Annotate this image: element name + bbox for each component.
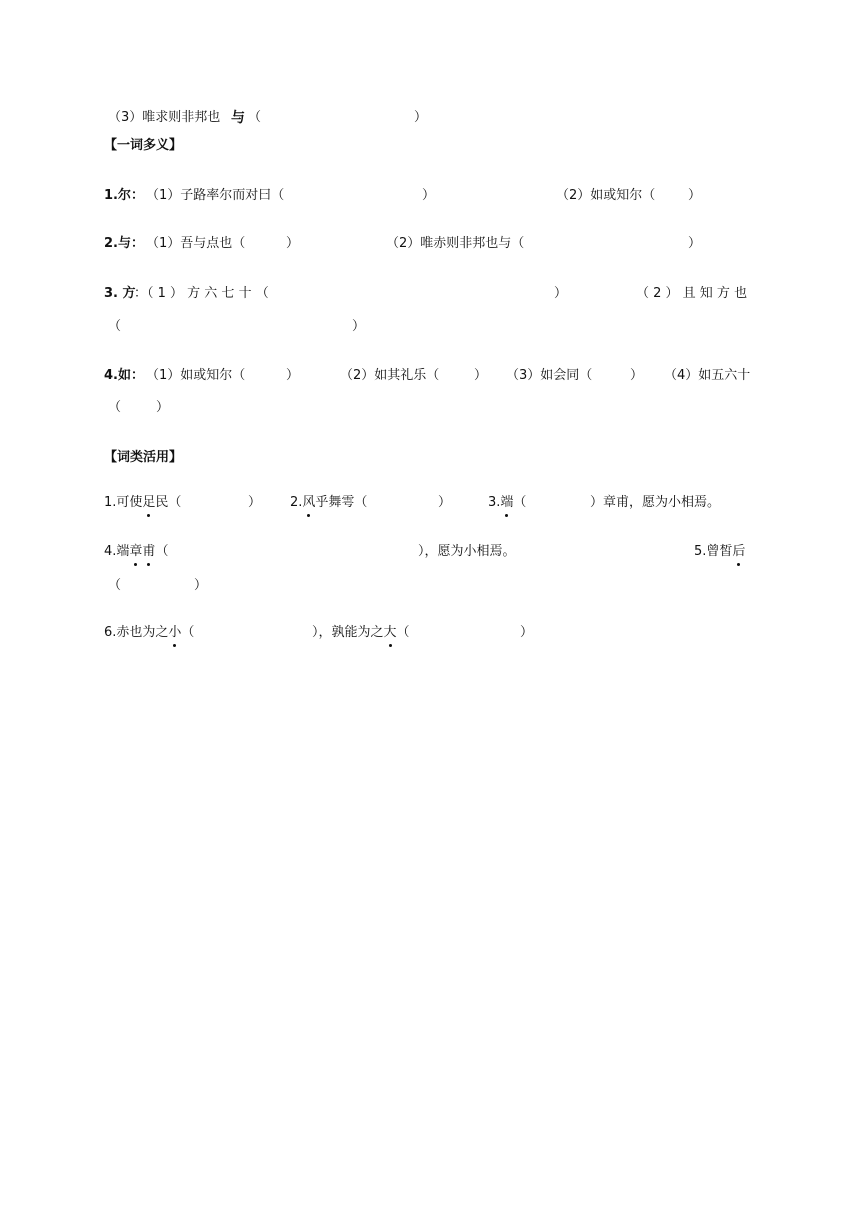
q4-number: 4.如：	[104, 368, 144, 383]
q2-part-a-close: ）	[286, 236, 300, 251]
wc-item-1-post: 民（	[155, 495, 182, 510]
q2-number: 2.与：	[104, 236, 144, 251]
item-3-paren-close: ）	[414, 110, 428, 125]
q1-part-b-close: ）	[688, 188, 702, 203]
wc-item-1-close: ）	[248, 495, 262, 510]
item-3-bold-char: 与	[231, 110, 245, 126]
q2-part-b: （2）唯赤则非邦也与（	[386, 236, 525, 251]
wc-item-4-close: ），愿为小相焉。	[418, 544, 516, 559]
q4-part-a-close: ）	[286, 368, 300, 383]
wc-item-5-pre: 5.曾皙	[694, 544, 733, 559]
q3-part-a-close: ）	[554, 286, 568, 301]
q4-part-d-close: ）	[156, 400, 170, 415]
q3-part-b: （ 2 ） 且 知 方 也	[636, 286, 748, 301]
wc-item-4-dotted-1: 章	[129, 542, 142, 562]
wc-item-1-pre: 1.可使	[104, 495, 143, 510]
wc-item-5-open: （	[108, 578, 122, 593]
wc-item-2	[290, 493, 367, 513]
q4-part-d: （4）如五六十	[664, 368, 751, 383]
wc-item-6-close-text: ），孰能为之	[312, 625, 384, 640]
q1-number: 1.尔：	[104, 188, 144, 203]
q3-number: 3. 方	[104, 286, 136, 301]
wc-item-1	[104, 493, 181, 513]
q3-part-b-open: （	[108, 319, 122, 334]
wc-item-3	[488, 493, 526, 513]
wc-item-3-post: （	[513, 495, 527, 510]
item-3-paren-open: （	[248, 110, 262, 125]
q1-part-b: （2）如或知尔（	[556, 188, 656, 203]
wc-item-6-post: （	[181, 625, 195, 640]
wc-item-4	[104, 542, 168, 562]
wc-item-2-post: 乎舞雩（	[315, 495, 368, 510]
wc-item-3-close: ）章甫，愿为小相焉。	[590, 495, 721, 510]
q4-part-b-close: ）	[474, 368, 488, 383]
q4-part-c: （3）如会同（	[506, 368, 593, 383]
q2-part-b-close: ）	[688, 236, 702, 251]
wc-item-5-dotted: 后	[732, 542, 745, 562]
item-3-text: （3）唯求则非邦也	[108, 110, 221, 125]
q1-part-a: （1）子路率尔而对曰（	[146, 188, 285, 203]
wc-item-4-pre: 4.端	[104, 544, 130, 559]
wc-item-7-close: ）	[520, 625, 534, 640]
polysemy-heading: 【一词多义】	[104, 138, 183, 153]
wc-item-6	[104, 623, 194, 643]
wc-item-2-close: ）	[438, 495, 452, 510]
wc-item-2-dotted: 风	[302, 493, 315, 513]
q3-part-a: ：（ 1 ） 方 六 七 十 （	[134, 286, 269, 301]
q1-part-a-close: ）	[422, 188, 436, 203]
wc-item-3-pre: 3.	[488, 495, 501, 510]
word-class-heading: 【词类活用】	[104, 450, 183, 465]
wc-item-3-dotted: 端	[500, 493, 513, 513]
q4-part-c-close: ）	[630, 368, 644, 383]
wc-item-5	[694, 542, 745, 562]
q4-part-d-open: （	[108, 400, 122, 415]
wc-item-6-pre: 6.赤也为之	[104, 625, 169, 640]
wc-item-6-close	[312, 623, 410, 643]
q3-part-b-close: ）	[352, 319, 366, 334]
q2-part-a: （1）吾与点也（	[146, 236, 246, 251]
q4-part-b: （2）如其礼乐（	[340, 368, 440, 383]
wc-item-1-dotted: 足	[142, 493, 155, 513]
wc-item-7-post: （	[396, 625, 410, 640]
wc-item-4-post: （	[155, 544, 169, 559]
wc-item-6-dotted: 小	[168, 623, 181, 643]
q4-part-a: （1）如或知尔（	[146, 368, 246, 383]
wc-item-2-pre: 2.	[290, 495, 303, 510]
wc-item-7-dotted: 大	[384, 623, 397, 643]
wc-item-4-dotted-2: 甫	[142, 542, 155, 562]
wc-item-5-close: ）	[194, 578, 208, 593]
